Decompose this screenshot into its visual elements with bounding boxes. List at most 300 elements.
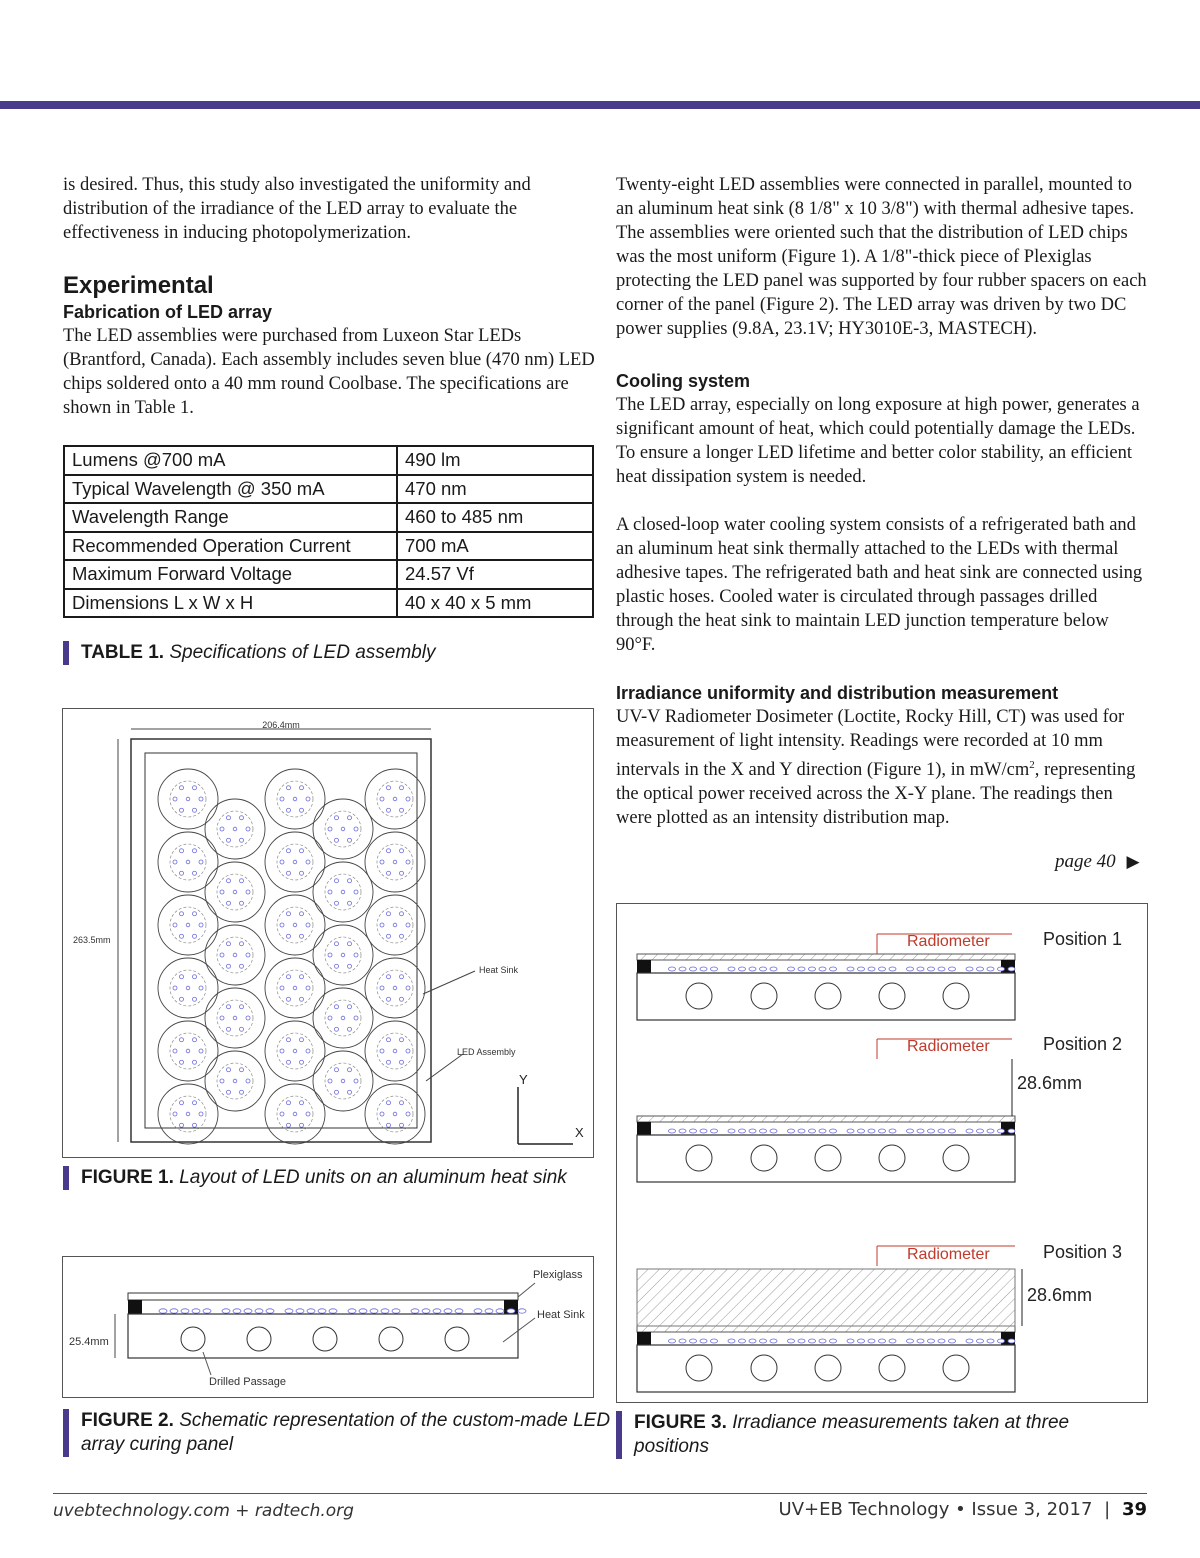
led-chip [335,901,339,905]
irradiance-text-a: UV-V Radiometer Dosimeter (Loctite, Rocky Hill, CT) was used for measurement of light intensity. Readings were recorded at 10 mm intervals in the X and Y direction (Figure 1), in mW/cm [616,707,1125,781]
led-chip [348,816,352,820]
fig3-led-chip [879,1129,886,1133]
fig3-led-chip [966,967,973,971]
led-chip [193,934,197,938]
led-chip [227,879,231,883]
fig3-led-chip [770,967,777,971]
fig3-position1-label: Position 1 [1043,929,1123,949]
led-chip [293,923,297,927]
fig2-drilled-leader [203,1352,211,1375]
footer-rule [53,1493,1147,1494]
led-chip [393,923,397,927]
fig3-led-chip [798,1129,805,1133]
led-chip [287,786,291,790]
fig3-drilled-hole [815,983,841,1009]
led-chip [300,912,304,916]
led-chip [186,986,190,990]
subheading-irradiance: Irradiance uniformity and distribution measurement [616,683,1059,703]
led-chip [400,849,404,853]
fig3-led-chip [917,1129,924,1133]
fig3-led-chip [907,1129,914,1133]
led-chip [300,1060,304,1064]
led-chip [246,1079,250,1083]
led-chip [287,1038,291,1042]
led-chip [406,1049,410,1053]
led-chip [180,975,184,979]
led-chip [300,1123,304,1127]
fig2-drilled-hole [181,1327,205,1351]
led-chip [393,1112,397,1116]
spec-row [64,475,593,504]
page-ref-text: page 40 [1055,851,1116,872]
led-chip [400,934,404,938]
fig2-led-chip [422,1309,430,1313]
spec-value: 460 to 485 nm [397,503,593,532]
fig2-dimension-label: 25.4mm [69,1336,109,1348]
led-chip [380,1112,384,1116]
led-chip [300,808,304,812]
fig2-heatsink-leader [503,1318,535,1342]
led-chip [335,879,339,883]
spec-value: 40 x 40 x 5 mm [397,589,593,618]
spec-row [64,446,593,475]
spec-property: Wavelength Range [64,503,397,532]
fig3-led-chip [700,1129,707,1133]
fig3-radiometer1-label: Radiometer [907,933,990,950]
led-chip [287,871,291,875]
fig3-led-chip [868,1129,875,1133]
led-chip [335,838,339,842]
led-chip [240,1090,244,1094]
continued-page-link[interactable] [1055,851,1140,873]
led-chip [199,860,203,864]
fig2-led-chip [411,1309,419,1313]
led-chip [387,1101,391,1105]
spec-property: Typical Wavelength @ 350 mA [64,475,397,504]
led-chip [287,849,291,853]
fig3-dim3-label: 28.6mm [1027,1285,1093,1305]
led-chip [400,1060,404,1064]
led-chip [180,786,184,790]
led-chip [341,827,345,831]
fig3-led-chip [998,967,1005,971]
led-chip [180,808,184,812]
led-chip [341,1079,345,1083]
fig3-spacer-block [637,1269,1015,1326]
fig2-led-chip [203,1309,211,1313]
fig3-led-chip [770,1129,777,1133]
fig3-led-chip [788,1339,795,1343]
led-chip [328,890,332,894]
fig2-drilled-hole [247,1327,271,1351]
fig3-led-chip [998,1129,1005,1133]
fig3-led-chip [949,1339,956,1343]
led-chip [393,1049,397,1053]
led-chip [348,1005,352,1009]
fig3-led-chip [739,967,746,971]
footer-publication-text: UV+EB Technology • Issue 3, 2017 [778,1499,1093,1520]
fig2-drilled-hole [313,1327,337,1351]
figure3-caption-label: FIGURE 3. [634,1412,727,1433]
fig3-led-chip [938,1339,945,1343]
fig3-led-chip [966,1339,973,1343]
fig3-led-chip [938,1129,945,1133]
led-chip [328,1016,332,1020]
led-chip [306,986,310,990]
led-chip [380,797,384,801]
fig3-led-chip [830,967,837,971]
led-chip [240,942,244,946]
led-chip [220,1016,224,1020]
led-chip [400,786,404,790]
led-chip [335,964,339,968]
led-chip [240,1027,244,1031]
led-chip [306,923,310,927]
led-chip [240,879,244,883]
led-chip [246,1016,250,1020]
fig3-spacer-left [637,1122,651,1135]
led-chip [173,860,177,864]
led-chip [186,1049,190,1053]
fig3-led-chip [690,1339,697,1343]
led-chip [280,923,284,927]
figure2-box [62,1256,594,1398]
spec-row [64,532,593,561]
fig2-led-chip [159,1309,167,1313]
fig2-plexiglass-label: Plexiglass [533,1269,583,1281]
fig2-led-chip [266,1309,274,1313]
fig3-spacer-left [637,960,651,973]
led-chip [335,942,339,946]
led-chip [293,986,297,990]
spec-property: Recommended Operation Current [64,532,397,561]
fig2-led-row [159,1309,526,1313]
fig3-dim2-label: 28.6mm [1017,1073,1083,1093]
led-chip [199,797,203,801]
fig2-led-chip [255,1309,263,1313]
fig3-led-chip [819,967,826,971]
fig1-height-label: 263.5mm [73,935,111,945]
led-chip [186,1112,190,1116]
fig3-led-chip [987,1339,994,1343]
led-chip [280,986,284,990]
led-chip [240,964,244,968]
fig3-drilled-hole [751,1355,777,1381]
led-chip [199,923,203,927]
led-chip [300,997,304,1001]
led-chip [180,849,184,853]
fig3-led-chip [711,1339,718,1343]
fig3-led-chip [728,1129,735,1133]
figure3-diagram [617,904,1147,1402]
led-chip [300,871,304,875]
led-chip [199,986,203,990]
fig3-led-chip [966,1129,973,1133]
fig2-led-chip [348,1309,356,1313]
fig3-led-chip [858,967,865,971]
led-chip [300,1101,304,1105]
fig3-led-chip [858,1339,865,1343]
led-chip [348,1068,352,1072]
led-chip [341,1016,345,1020]
led-chip [180,1060,184,1064]
fig2-led-chip [329,1309,337,1313]
irradiance-paragraph [616,705,1151,830]
led-chip [193,849,197,853]
led-chip [387,912,391,916]
led-chip [193,871,197,875]
intro-paragraph: is desired. Thus, this study also investigated the uniformity and distribution of the irradiance of the LED array to evaluate the effectiveness in inducing photopolymerization. [63,175,531,243]
led-chip [354,890,358,894]
fig2-led-chip [381,1309,389,1313]
led-chip [193,808,197,812]
fig3-led-chip [749,967,756,971]
fabrication-paragraph: The LED assemblies were purchased from Luxeon Star LEDs (Brantford, Canada). Each assembly includes seven blue (470 nm) LED chips soldered onto a 40 mm round Coolbase. The specifications are shown in Table 1. [63,326,595,418]
led-chip [280,860,284,864]
fig2-led-chip [496,1309,504,1313]
led-chip [348,879,352,883]
led-chip [348,1027,352,1031]
fig3-position2-label: Position 2 [1043,1034,1123,1054]
led-chip [173,986,177,990]
led-chip [220,1079,224,1083]
fig3-led-chip [788,967,795,971]
fig3-led-chip [889,1129,896,1133]
led-chip [233,1079,237,1083]
fig2-drilled-passages [181,1327,469,1351]
led-chip [173,1049,177,1053]
fig2-led-chip [318,1309,326,1313]
led-chip [354,1079,358,1083]
fig2-drilled-hole [445,1327,469,1351]
led-chip [280,797,284,801]
led-chip [180,1038,184,1042]
led-chip [180,1101,184,1105]
fig2-drilled-hole [379,1327,403,1351]
led-chip [341,953,345,957]
led-chip [341,890,345,894]
fig3-led-chip [669,1339,676,1343]
led-chip [220,827,224,831]
led-chip [293,797,297,801]
led-chip [246,890,250,894]
led-chip [406,923,410,927]
led-chip [406,986,410,990]
fig3-led-chip [809,1339,816,1343]
fig3-radiometer3-label: Radiometer [907,1246,990,1263]
led-chip [387,849,391,853]
fig2-plexiglass-leader [518,1283,535,1297]
led-chip [300,849,304,853]
figure3-box [616,903,1148,1403]
fig1-led-label: LED Assembly [457,1047,516,1057]
fig3-led-chip [749,1339,756,1343]
fig3-led-chip [739,1129,746,1133]
led-chip [335,816,339,820]
fig3-led-chip [858,1129,865,1133]
fig3-drilled-hole [879,1355,905,1381]
led-chip [193,912,197,916]
spec-property: Maximum Forward Voltage [64,560,397,589]
led-chip [240,1068,244,1072]
led-chip [287,1060,291,1064]
led-chip [400,997,404,1001]
irradiance-text-b: , representing the optical power received across the X-Y plane. The readings then were plotted as an intensity distribution map. [616,760,1136,829]
fig2-led-chip [433,1309,441,1313]
fig1-y-axis-label: Y [519,1072,528,1087]
fig2-led-chip [233,1309,241,1313]
led-chip [348,1090,352,1094]
fig2-led-chip [485,1309,493,1313]
fig3-led-chip [847,1339,854,1343]
fig2-heatsink-label: Heat Sink [537,1309,585,1321]
fig3-led-chip [928,1339,935,1343]
fig3-led-chip [998,1339,1005,1343]
fig3-led-chip [809,967,816,971]
spec-value: 470 nm [397,475,593,504]
led-chip [186,797,190,801]
fig3-led-chip [788,1129,795,1133]
fig3-drilled-hole [751,983,777,1009]
led-chip [380,1049,384,1053]
fig3-led-chip [679,967,686,971]
led-chip [400,1123,404,1127]
led-chip [193,1123,197,1127]
figure1-box [62,708,594,1158]
fig3-led-chip [700,967,707,971]
led-chip [393,986,397,990]
led-chip [400,975,404,979]
assembly-paragraph: Twenty-eight LED assemblies were connected in parallel, mounted to an aluminum heat sink (8 1/8" x 10 3/8") with thermal adhesive tapes. The assemblies were oriented such that the distribution of LED chips was the most uniform (Figure 1). A 1/8"-thick piece of Plexiglas protecting the LED panel was supported by four rubber spacers on each corner of the panel (Figure 2). The LED array was driven by two DC power supplies (9.8A, 23.1V; HY3010E-3, MASTECH). [616,175,1147,339]
fig3-led-chip [977,967,984,971]
fig3-led-chip [760,1129,767,1133]
fig3-led-chip [798,1339,805,1343]
fig3-drilled-hole [943,1355,969,1381]
fig3-led-chip [987,1129,994,1133]
led-chip [393,860,397,864]
fig3-drilled-hole [686,1355,712,1381]
spec-row [64,560,593,589]
fig2-plexiglass [128,1293,518,1300]
fig3-led-chip [938,967,945,971]
led-chip [393,797,397,801]
fig3-led-chip [949,1129,956,1133]
fig3-led-chip [917,1339,924,1343]
fig3-led-chip [889,967,896,971]
figure2-diagram [63,1257,593,1397]
led-chip [380,860,384,864]
fig3-drilled-hole [879,1145,905,1171]
led-chip [180,912,184,916]
spec-row [64,589,593,618]
led-chip [400,808,404,812]
fig3-led-chip [949,967,956,971]
led-chip [287,912,291,916]
fig3-led-chip [928,967,935,971]
led-chip [227,942,231,946]
figure2-caption-label: FIGURE 2. [81,1410,174,1431]
fig3-led-chip [819,1339,826,1343]
fig3-led-chip [770,1339,777,1343]
play-arrow-icon: ▶ [1126,852,1140,871]
fig2-led-chip [192,1309,200,1313]
led-chip [227,838,231,842]
spec-value: 490 lm [397,446,593,475]
led-chip [348,838,352,842]
led-chip [306,860,310,864]
fig3-led-chip [879,967,886,971]
fig3-led-chip [749,1129,756,1133]
led-chip [227,964,231,968]
led-chip [193,786,197,790]
subheading-fabrication: Fabrication of LED array [63,302,273,322]
table1-caption-text: Specifications of LED assembly [169,642,436,663]
fig3-plexiglass [637,1326,1015,1332]
led-chip [220,953,224,957]
fig3-drilled-hole [815,1145,841,1171]
fig1-heatsink-inner [145,753,417,1128]
fig3-led-chip [679,1339,686,1343]
subheading-cooling: Cooling system [616,371,751,391]
led-chip [193,975,197,979]
left-column [63,173,595,618]
fig3-led-chip [928,1129,935,1133]
led-chip [406,797,410,801]
fig3-led-chip [728,967,735,971]
led-chip [387,786,391,790]
fig3-led-chip [760,1339,767,1343]
fig3-led-chip [728,1339,735,1343]
spec-table [63,445,594,618]
led-chip [287,975,291,979]
fig3-led-chip [917,967,924,971]
led-chip [233,953,237,957]
figure1-caption-label: FIGURE 1. [81,1167,174,1188]
led-chip [300,1038,304,1042]
led-chip [400,1101,404,1105]
led-chip [335,1090,339,1094]
led-chip [387,997,391,1001]
fig1-width-label: 206.4mm [262,720,300,730]
led-chip [240,838,244,842]
fig3-led-chip [868,967,875,971]
led-chip [227,1005,231,1009]
fig3-led-chip [847,967,854,971]
led-chip [387,1060,391,1064]
fig3-led-chip [1008,1339,1015,1343]
fig2-led-chip [370,1309,378,1313]
led-chip [186,860,190,864]
fig3-led-chip [819,1129,826,1133]
led-chip [180,997,184,1001]
page-number: 39 [1121,1499,1147,1520]
fig2-led-chip [474,1309,482,1313]
cooling-paragraph-1: The LED array, especially on long exposure at high power, generates a significant amount of heat, which could potentially damage the LEDs. To ensure a longer LED lifetime and better color stability, an efficient heat dissipation system is needed. [616,395,1140,487]
footer-separator: | [1104,1499,1111,1520]
led-chip [406,860,410,864]
footer-websites[interactable]: uvebtechnology.com + radtech.org [53,1501,354,1521]
fig3-led-chip [889,1339,896,1343]
led-chip [328,827,332,831]
led-chip [387,1038,391,1042]
fig3-led-chip [977,1339,984,1343]
figure3-caption [616,1411,1134,1459]
led-chip [387,934,391,938]
spec-property: Dimensions L x W x H [64,589,397,618]
led-chip [193,1038,197,1042]
section-heading-experimental: Experimental [63,272,214,299]
fig3-led-chip [690,1129,697,1133]
